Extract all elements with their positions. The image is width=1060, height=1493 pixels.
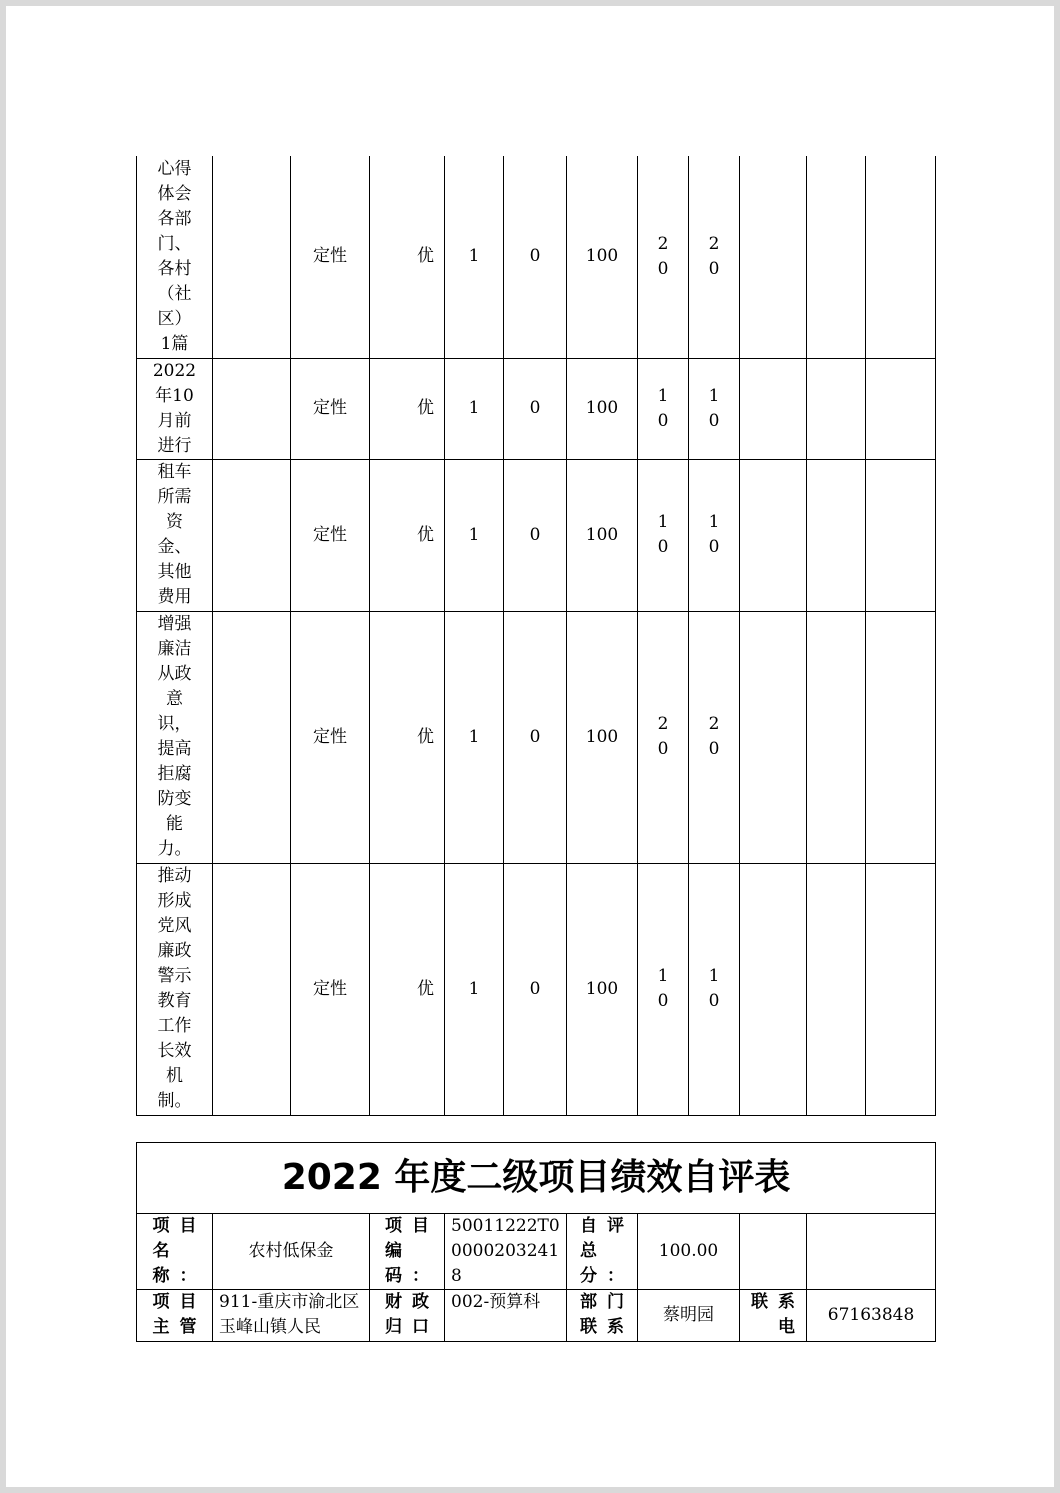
empty-cell	[213, 611, 291, 863]
weight-cell	[638, 611, 689, 863]
empty-cell	[213, 358, 291, 459]
dept-label: 项目主管	[137, 1290, 213, 1342]
empty-cell	[866, 156, 936, 358]
grade-cell-text: 优	[417, 398, 434, 418]
zero-cell-text: 0	[529, 978, 541, 999]
zero-cell-text: 0	[529, 726, 541, 747]
empty-cell	[807, 863, 866, 1115]
type-cell-text: 定性	[313, 978, 347, 999]
empty-cell	[807, 459, 866, 611]
count-cell	[445, 611, 504, 863]
zero-cell	[504, 863, 567, 1115]
empty-cell	[213, 156, 291, 358]
table-row	[137, 611, 936, 863]
type-cell	[291, 358, 370, 459]
score-cell-text: 10	[708, 512, 720, 557]
empty-cell	[866, 358, 936, 459]
indicator-cell	[137, 863, 213, 1115]
type-cell-text: 定性	[313, 726, 347, 747]
percent-cell	[567, 156, 638, 358]
percent-cell	[567, 358, 638, 459]
score-cell	[689, 611, 740, 863]
grade-cell-text: 优	[417, 978, 434, 999]
zero-cell	[504, 156, 567, 358]
project-name-label: 项目名称：	[137, 1214, 213, 1290]
indicator-cell-text: 心得体会各部门、各村（社区）1篇	[157, 158, 192, 354]
weight-cell	[638, 863, 689, 1115]
grade-cell-text: 优	[417, 726, 434, 747]
indicator-cell-text: 增强廉洁从政意识，提高拒腐防变能力。	[157, 614, 192, 859]
count-cell	[445, 863, 504, 1115]
grade-cell	[370, 459, 445, 611]
zero-cell-text: 0	[529, 246, 541, 267]
type-cell-text: 定性	[313, 524, 347, 545]
self-score-label: 自评总分：	[567, 1214, 638, 1290]
count-cell	[445, 156, 504, 358]
score-cell-text: 20	[708, 233, 720, 279]
empty-cell	[807, 156, 866, 358]
document-page	[6, 6, 1054, 1487]
empty-cell	[740, 611, 807, 863]
empty-cell	[213, 459, 291, 611]
form-title: 2022 年度二级项目绩效自评表	[137, 1143, 936, 1214]
zero-cell	[504, 459, 567, 611]
weight-cell	[638, 459, 689, 611]
grade-cell-text: 优	[417, 524, 434, 545]
grade-cell	[370, 863, 445, 1115]
empty-cell	[807, 611, 866, 863]
empty-cell	[866, 459, 936, 611]
table-row	[137, 358, 936, 459]
weight-cell-text: 20	[657, 233, 669, 279]
weight-cell-text: 20	[657, 714, 669, 759]
empty-cell	[866, 611, 936, 863]
project-header-table	[136, 1142, 936, 1342]
percent-cell	[567, 863, 638, 1115]
type-cell	[291, 156, 370, 358]
score-cell	[689, 156, 740, 358]
type-cell-text: 定性	[313, 398, 347, 418]
grade-cell-text: 优	[417, 246, 434, 267]
weight-cell	[638, 358, 689, 459]
percent-cell	[567, 611, 638, 863]
dept-value: 911-重庆市渝北区玉峰山镇人民	[213, 1290, 370, 1342]
percent-cell-text: 100	[585, 978, 619, 999]
type-cell	[291, 863, 370, 1115]
count-cell-text: 1	[468, 726, 480, 747]
phone-label: 联系电	[740, 1290, 807, 1342]
score-cell-text: 10	[708, 385, 720, 431]
empty-cell	[213, 863, 291, 1115]
zero-cell	[504, 611, 567, 863]
empty-cell	[807, 358, 866, 459]
project-name-value: 农村低保金	[213, 1214, 370, 1290]
count-cell	[445, 358, 504, 459]
finance-value: 002-预算科	[445, 1290, 567, 1342]
empty-cell	[740, 156, 807, 358]
contact-label: 部门联系	[567, 1290, 638, 1342]
indicator-cell	[137, 611, 213, 863]
grade-cell	[370, 611, 445, 863]
percent-cell-text: 100	[585, 246, 619, 267]
table-row	[137, 863, 936, 1115]
indicator-cell	[137, 156, 213, 358]
score-cell	[689, 459, 740, 611]
count-cell-text: 1	[468, 246, 480, 267]
percent-cell-text: 100	[585, 524, 619, 545]
empty-cell	[740, 863, 807, 1115]
indicator-cell	[137, 459, 213, 611]
count-cell-text: 1	[468, 978, 480, 999]
weight-cell-text: 10	[657, 512, 669, 557]
score-cell	[689, 863, 740, 1115]
indicator-table	[136, 156, 936, 1116]
empty-cell	[740, 459, 807, 611]
count-cell-text: 1	[468, 398, 480, 418]
weight-cell-text: 10	[657, 385, 669, 431]
grade-cell	[370, 358, 445, 459]
score-cell	[689, 358, 740, 459]
indicator-cell	[137, 358, 213, 459]
zero-cell-text: 0	[529, 524, 541, 545]
type-cell-text: 定性	[313, 246, 347, 267]
indicator-cell-text: 租车所需资金、其他费用	[157, 462, 192, 607]
table-row	[137, 156, 936, 358]
zero-cell	[504, 358, 567, 459]
percent-cell-text: 100	[585, 398, 619, 418]
type-cell	[291, 459, 370, 611]
empty-cell	[740, 1214, 807, 1290]
empty-cell	[807, 1214, 936, 1290]
percent-cell-text: 100	[585, 726, 619, 747]
project-code-label: 项目编码：	[370, 1214, 445, 1290]
contact-value: 蔡明园	[638, 1290, 740, 1342]
weight-cell	[638, 156, 689, 358]
empty-cell	[740, 358, 807, 459]
empty-cell	[866, 863, 936, 1115]
table-row	[137, 459, 936, 611]
score-cell-text: 20	[708, 714, 720, 759]
count-cell-text: 1	[468, 524, 480, 545]
grade-cell	[370, 156, 445, 358]
percent-cell	[567, 459, 638, 611]
indicator-cell-text: 推动形成党风廉政警示教育工作长效机制。	[157, 866, 192, 1111]
finance-label: 财政归口	[370, 1290, 445, 1342]
score-cell-text: 10	[708, 966, 720, 1011]
type-cell	[291, 611, 370, 863]
indicator-cell-text: 2022年10月前进行	[152, 360, 197, 456]
phone-value: 67163848	[807, 1290, 936, 1342]
self-score-value: 100.00	[638, 1214, 740, 1290]
project-code-value: 50011222T000002032418	[445, 1214, 567, 1290]
zero-cell-text: 0	[529, 398, 541, 418]
count-cell	[445, 459, 504, 611]
weight-cell-text: 10	[657, 966, 669, 1011]
